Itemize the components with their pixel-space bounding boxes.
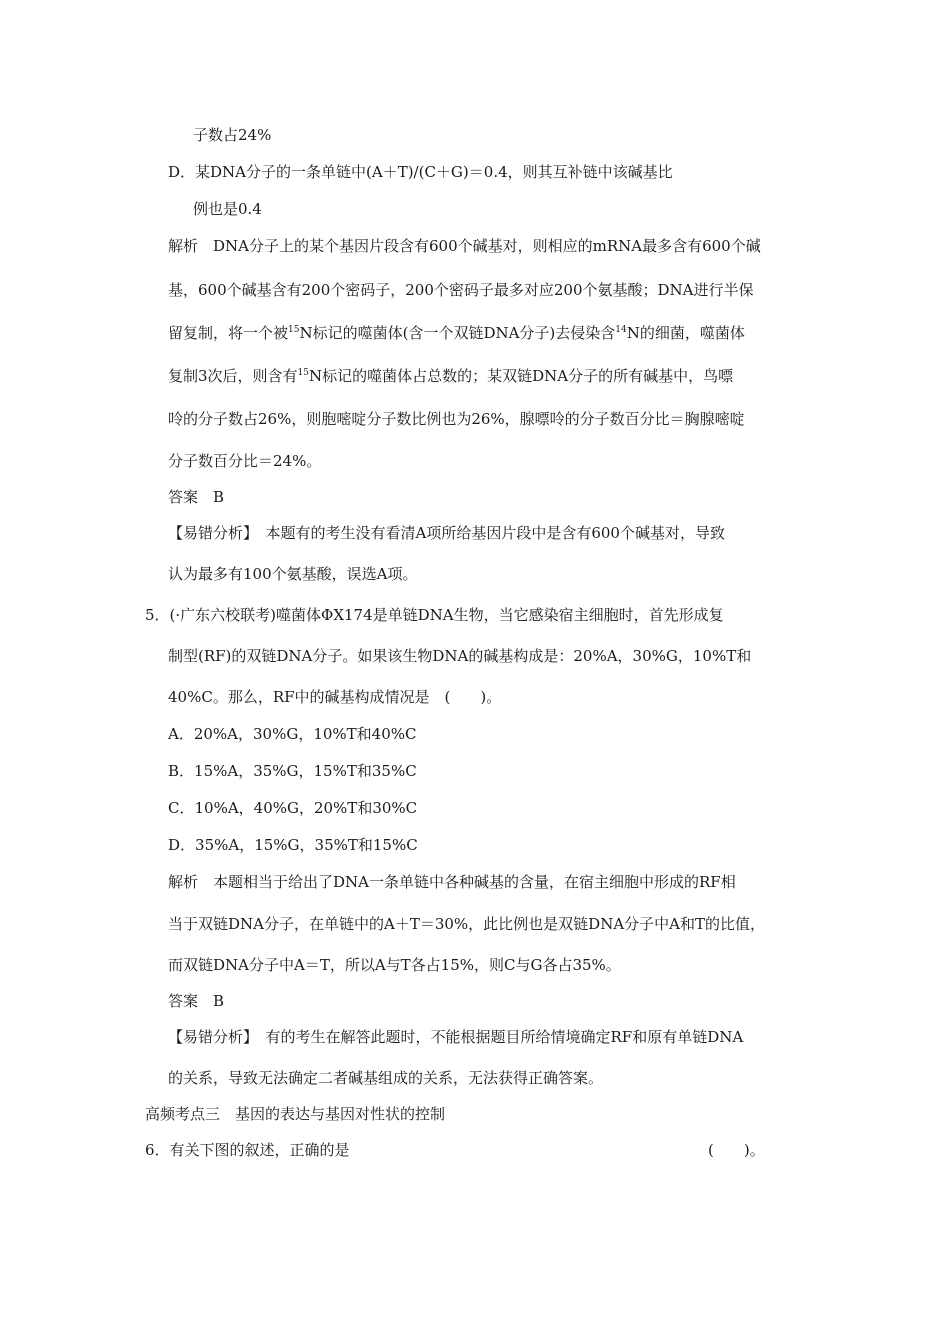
explanation-4-line-4-part-2: N标记的噬菌体占总数的；某双链DNA分子的所有碱基中，鸟嘌 — [309, 367, 734, 385]
question-5-option-d: D．35%A，15%G，35%T和15%C — [168, 836, 418, 854]
explanation-4-line-3-part-3: N的细菌，噬菌体 — [626, 324, 745, 342]
answer-4: 答案 B — [168, 488, 225, 506]
error-analysis-4-line-2: 认为最多有100个氨基酸，误选A项。 — [168, 565, 418, 583]
question-6: 6．有关下图的叙述，正确的是 — [145, 1141, 350, 1159]
question-5-line-1: 5．(·广东六校联考)噬菌体ΦX174是单链DNA生物，当它感染宿主细胞时，首先形成复 — [145, 606, 724, 624]
explanation-4-line-3 — [168, 323, 745, 343]
question-5-line-3: 40%C。那么，RF中的碱基构成情况是 ( )。 — [168, 688, 502, 706]
explanation-4-line-3-part-2: N标记的噬菌体(含一个双链DNA分子)去侵染含 — [299, 324, 616, 342]
explanation-5-line-3: 而双链DNA分子中A＝T，所以A与T各占15%，则C与G各占35%。 — [168, 956, 621, 974]
question-6-answer-blank: ( )。 — [708, 1141, 765, 1159]
explanation-5-line-2: 当于双链DNA分子，在单链中的A＋T＝30%，此比例也是双链DNA分子中A和T的比值， — [168, 915, 765, 933]
explanation-4-line-2: 基，600个碱基含有200个密码子，200个密码子最多对应200个氨基酸；DNA进行半保 — [168, 281, 754, 299]
error-analysis-5-line-2: 的关系，导致无法确定二者碱基组成的关系，无法获得正确答案。 — [168, 1069, 604, 1087]
explanation-5-line-1: 解析 本题相当于给出了DNA一条单链中各种碱基的含量，在宿主细胞中形成的RF相 — [168, 873, 736, 891]
explanation-4-line-3-part-1: 留复制，将一个被 — [168, 324, 289, 342]
question-5-option-a: A．20%A，30%G，10%T和40%C — [168, 725, 417, 743]
explanation-4-line-6: 分子数百分比＝24%。 — [168, 452, 322, 470]
error-analysis-4-line-1: 【易错分析】 本题有的考生没有看清A项所给基因片段中是含有600个碱基对，导致 — [168, 524, 725, 542]
isotope-mass-15: 15 — [297, 368, 309, 378]
question-5-line-2: 制型(RF)的双链DNA分子。如果该生物DNA的碱基构成是：20%A，30%G，10%T和 — [168, 647, 752, 665]
isotope-mass-15: 15 — [288, 325, 300, 335]
option-c-continuation: 子数占24% — [193, 126, 272, 144]
answer-5: 答案 B — [168, 992, 225, 1010]
explanation-4-line-4-part-1: 复制3次后，则含有 — [168, 367, 298, 385]
question-5-option-c: C．10%A，40%G，20%T和30%C — [168, 799, 418, 817]
option-d-continuation: 例也是0.4 — [193, 200, 262, 218]
option-d: D．某DNA分子的一条单链中(A＋T)/(C＋G)＝0.4，则其互补链中该碱基比 — [168, 163, 673, 181]
isotope-mass-14: 14 — [615, 325, 627, 335]
explanation-4-line-1: 解析 DNA分子上的某个基因片段含有600个碱基对，则相应的mRNA最多含有600个碱 — [168, 237, 761, 255]
section-heading: 高频考点三 基因的表达与基因对性状的控制 — [145, 1105, 446, 1123]
explanation-4-line-5: 呤的分子数占26%，则胞嘧啶分子数比例也为26%，腺嘌呤的分子数百分比＝胸腺嘧啶 — [168, 410, 745, 428]
question-5-option-b: B．15%A，35%G，15%T和35%C — [168, 762, 417, 780]
explanation-4-line-4 — [168, 366, 733, 386]
error-analysis-5-line-1: 【易错分析】 有的考生在解答此题时，不能根据题目所给情境确定RF和原有单链DNA — [168, 1028, 744, 1046]
